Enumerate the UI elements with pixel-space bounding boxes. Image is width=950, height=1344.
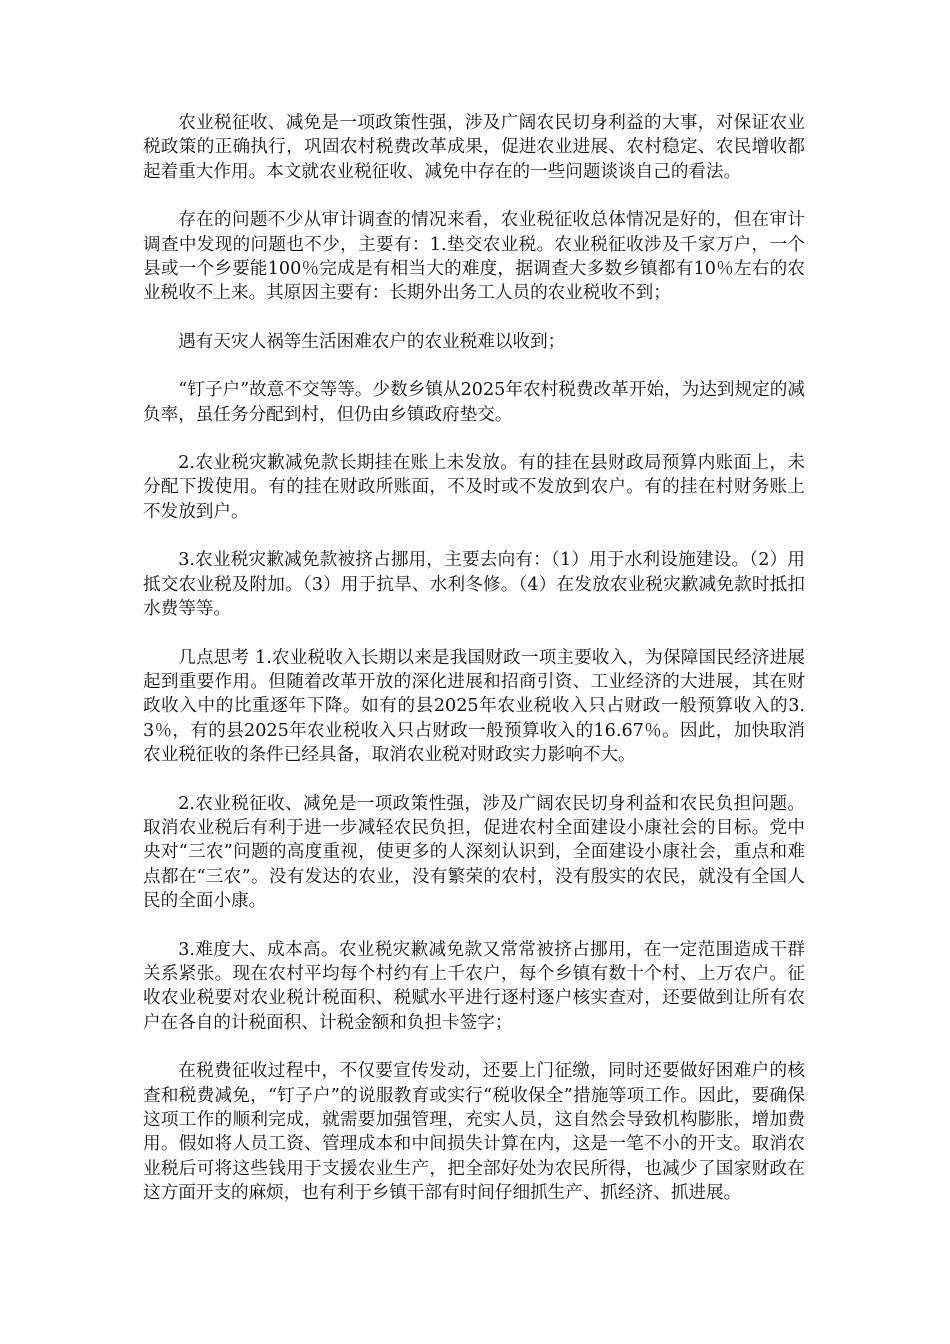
paragraph-thoughts-3: 3.难度大、成本高。农业税灾歉减免款又常常被挤占挪用，在一定范围造成干群关系紧张。现在农村平均每个村约有上千农户，每个乡镇有数十个村、上万农户。征收农业税要对农业税计税面积、税赋水平进行逐村逐户核实查对，还要做到让所有农户在各自的计税面积、计税金额和负担卡签字； [143, 939, 805, 1033]
paragraph-relief-misused: 3.农业税灾歉减免款被挤占挪用，主要去向有：（1）用于水利设施建设。（2）用抵交农业税及附加。（3）用于抗旱、水利冬修。（4）在发放农业税灾歉减免款时抵扣水费等等。 [143, 550, 805, 620]
paragraph-relief-unpaid: 2.农业税灾歉减免款长期挂在账上未发放。有的挂在县财政局预算内账面上，未分配下拨使用。有的挂在财政所账面，不及时或不发放到农户。有的挂在村财务账上不发放到户。 [143, 453, 805, 522]
paragraph-thoughts-1: 几点思考 1.农业税收入长期以来是我国财政一项主要收入，为保障国民经济进展起到重要作用。但随着改革开放的深化进展和招商引资、工业经济的大进展，其在财政收入中的比重逐年下降。如有的县2025年农业税收入只占财政一般预算收入的3.3％，有的县2025年农业税收入只占财政一般预算收入的16.67％。因此，加快取消农业税征收的条件已经具备，取消农业税对财政实力影响不大。 [143, 647, 805, 766]
paragraph-collection-process: 在税费征收过程中，不仅要宣传发动，还要上门征缴，同时还要做好困难户的核查和税费减免，“钉子户”的说服教育或实行“税收保全”措施等项工作。因此，要确保这项工作的顺利完成，就需要加强管理，充实人员，这自然会导致机构膨胀，增加费用。假如将人员工资、管理成本和中间损失计算在内，这是一笔不小的开支。取消农业税后可将这些钱用于支援农业生产，把全部好处为农民所得，也减少了国家财政在这方面开支的麻烦，也有利于乡镇干部有时间仔细抓生产、抓经济、抓进展。 [143, 1061, 805, 1204]
paragraph-holdouts: “钉子户”故意不交等等。少数乡镇从2025年农村税费改革开始，为达到规定的减负率，虽任务分配到村，但仍由乡镇政府垫交。 [143, 380, 805, 425]
paragraph-intro: 农业税征收、减免是一项政策性强，涉及广阔农民切身利益的大事，对保证农业税政策的正确执行，巩固农村税费改革成果，促进农业进展、农村稳定、农民增收都起着重大作用。本文就农业税征收、减免中存在的一些问题谈谈自己的看法。 [143, 113, 805, 182]
paragraph-problems: 存在的问题不少从审计调查的情况来看，农业税征收总体情况是好的，但在审计调查中发现的问题也不少，主要有：1.垫交农业税。农业税征收涉及千家万户，一个县或一个乡要能100％完成是有相当大的难度，据调查大多数乡镇都有10％左右的农业税收不上来。其原因主要有：长期外出务工人员的农业税收不到； [143, 210, 805, 304]
paragraph-disaster-households: 遇有天灾人祸等生活困难农户的农业税难以收到； [178, 331, 566, 352]
document-body [143, 111, 805, 1230]
paragraph-thoughts-2: 2.农业税征收、减免是一项政策性强，涉及广阔农民切身利益和农民负担问题。取消农业税后有利于进一步减轻农民负担，促进农村全面建设小康社会的目标。党中央对“三农”问题的高度重视，使更多的人深刻认识到，全面建设小康社会，重点和难点都在“三农”。没有发达的农业，没有繁荣的农村，没有殷实的农民，就没有全国人民的全面小康。 [143, 793, 805, 912]
